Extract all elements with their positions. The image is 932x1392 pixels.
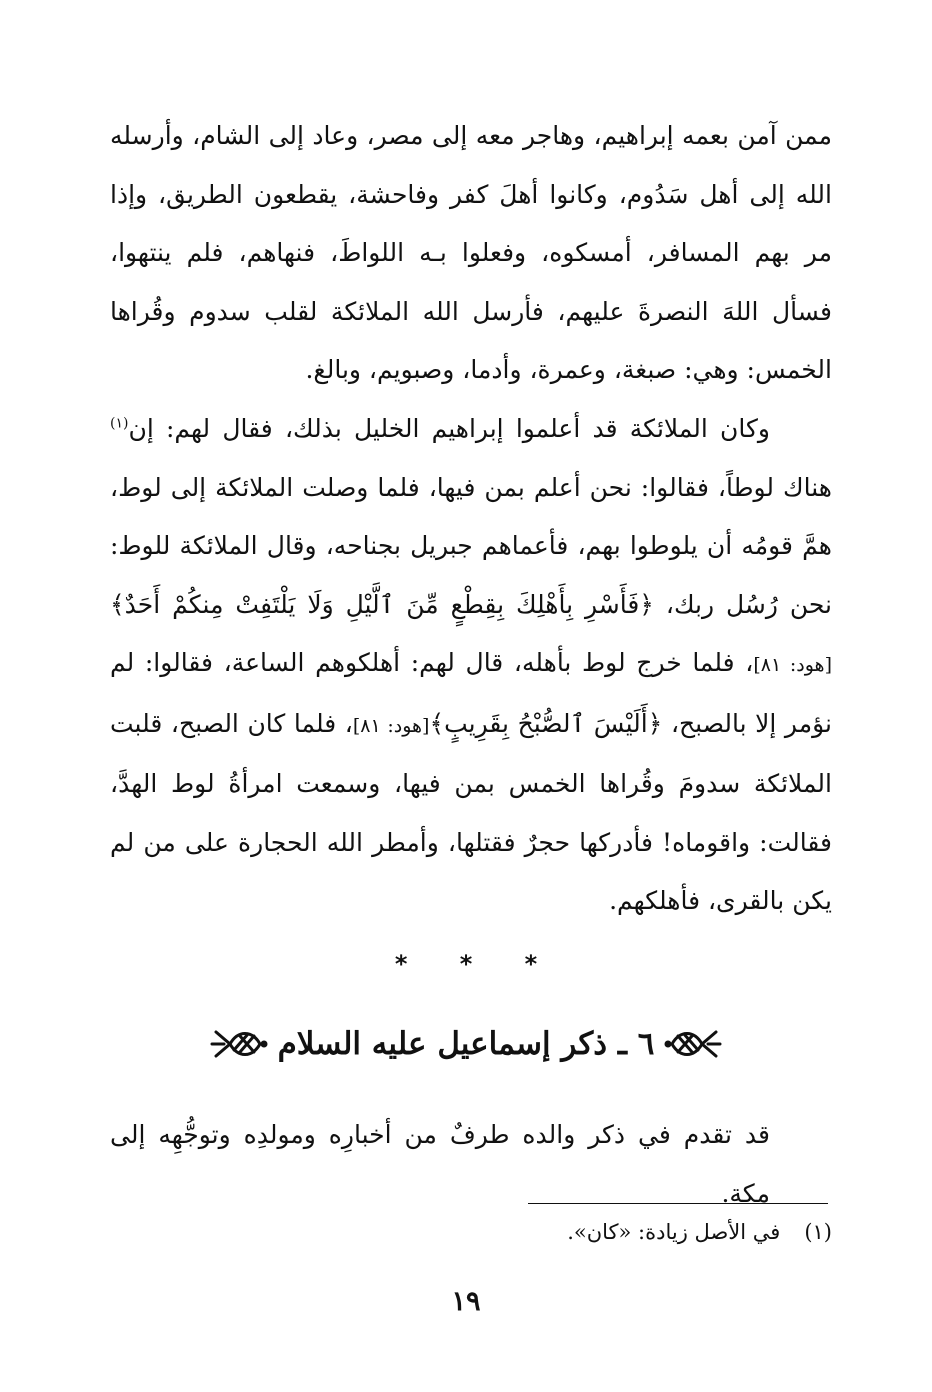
paragraph-2-middle: ، فلما خرج لوط بأهله، قال لهم: أهلكوهم الساعة، فقالوا: لم نؤمر إلا بالصبح، (110, 648, 832, 738)
chapter-title: ٦ ـ ذكر إسماعيل عليه السلام (277, 1026, 655, 1062)
quran-reference-1: [هود: ٨١] (753, 654, 832, 676)
arabesque-ornament-icon (210, 1022, 268, 1066)
footnote (567, 1220, 832, 1244)
paragraph-lot-story: ممن آمن بعمه إبراهيم، وهاجر معه إلى مصر، وعاد إلى الشام، وأرسله الله إلى أهل سَدُوم، وكانوا أهلَ كفر وفاحشة، يقطعون الطريق، وإذا مر بهم المسافر، أمسكوه، وفعلوا بـه اللواطَ، فنهاهم، فلم ينتهوا، فسأل اللهَ النصرةَ عليهم، فأرسل الله الملائكة لقلب سدوم وقُراها الخمس: وهي: صبغة، وعمرة، وأدما، وصبويم، وبالغ. (110, 121, 832, 384)
footnote-number: (١) (804, 1220, 832, 1244)
quran-verse-2: ﴿أَلَيْسَ ٱلصُّبْحُ بِقَرِيبٍ﴾ (429, 708, 663, 738)
footnote-divider (528, 1203, 828, 1204)
paragraph-ismail: قد تقدم في ذكر والده طرفٌ من أخبارِه ومولدِه وتوجُّهِه إلى مكة. (110, 1120, 770, 1208)
paragraph-2-start: وكان الملائكة قد أعلموا إبراهيم الخليل بذلك، فقال لهم: إن (128, 414, 770, 443)
paragraph-2-continuation: هناك لوطاً، فقالوا: نحن أعلم بمن فيها، فلما وصلت الملائكة إلى لوط، همَّ قومُه أن يلوطوا بهم، فأعماهم جبريل بجناحه، وقال الملائكة للوط: نحن رُسُل ربك، (110, 472, 832, 619)
footnote-marker[interactable]: (١) (110, 415, 129, 432)
section-separator: * * * (394, 950, 560, 978)
quran-verse-1: ﴿فَأَسْرِ بِأَهْلِكَ بِقِطْعٍ مِّنَ ٱلَّيْلِ وَلَا يَلْتَفِتْ مِنكُمْ أَحَدٌ﴾ (110, 589, 654, 619)
quran-reference-2: [هود: ٨١] (352, 714, 430, 737)
arabesque-ornament-icon (664, 1022, 722, 1066)
footnote-text: في الأصل زيادة: «كان». (567, 1220, 781, 1244)
paragraph-angels-story (110, 400, 832, 931)
section-heading (0, 1022, 932, 1066)
paragraph-2-end: ، فلما كان الصبح، قلبت الملائكة سدومَ وقُراها الخمس بمن فيها، وسمعت امرأةُ لوط الهدَّ، فقالت: واقوماه! فأدركها حجرٌ فقتلها، وأمطر الله الحجارة على من لم يكن بالقرى، فأهلكهم. (110, 708, 832, 915)
page-number: ١٩ (451, 1286, 481, 1317)
